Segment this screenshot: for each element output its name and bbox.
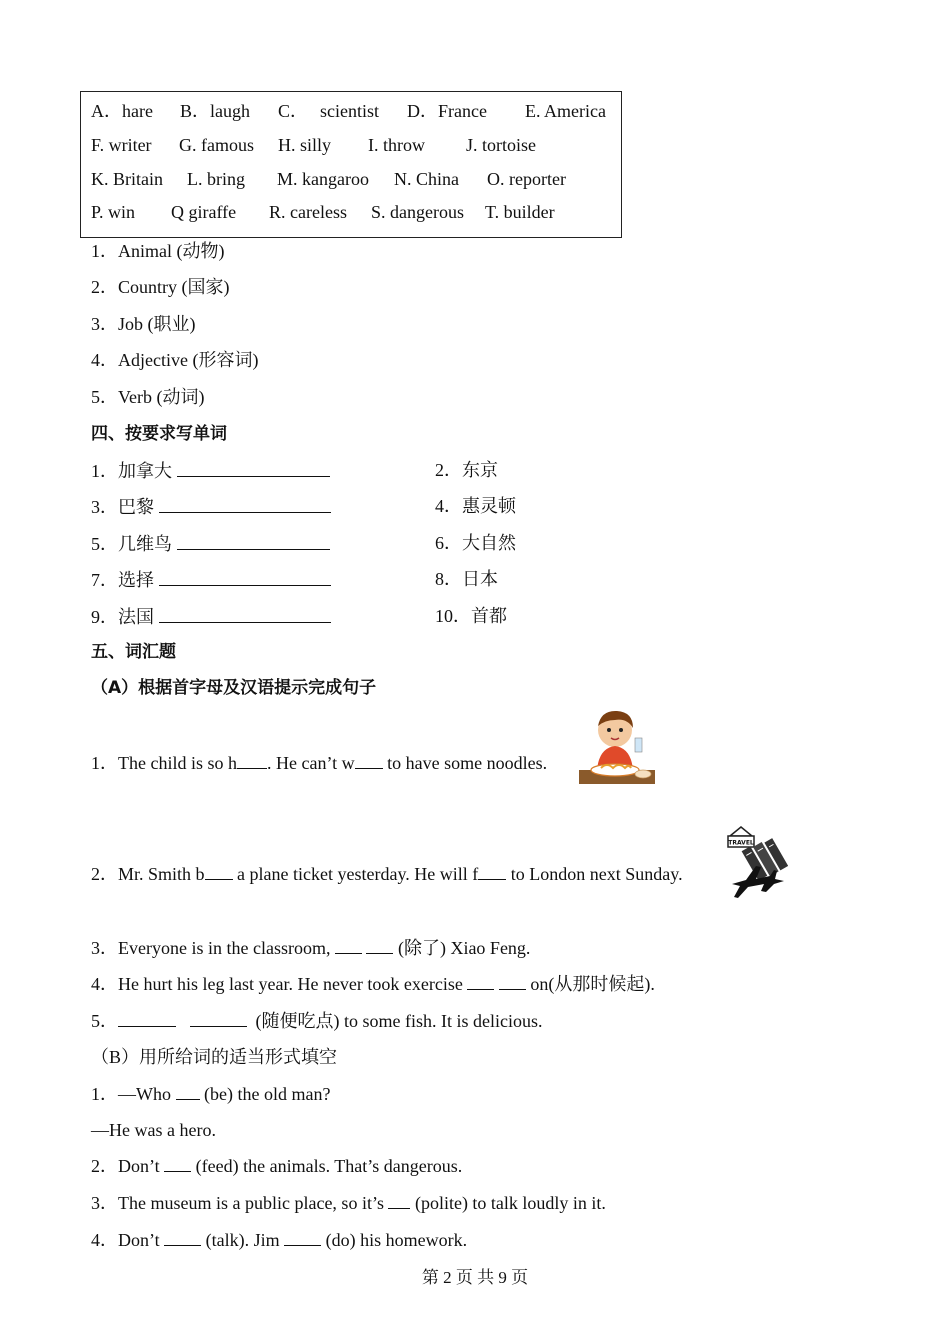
answer-blank[interactable] — [335, 936, 362, 954]
question-item: 3．Everyone is in the classroom, (除了) Xiao Feng. — [91, 938, 531, 958]
word-option: C． — [278, 101, 309, 121]
question-item: 1．The child is so h . He can’t w to have some noodles. — [91, 753, 548, 773]
question-item: 8．日本 — [435, 569, 498, 589]
answer-blank[interactable] — [205, 862, 233, 880]
word-option: F. writer — [91, 135, 152, 155]
answer-line: —He was a hero. — [91, 1120, 216, 1140]
word-option: E. America — [525, 101, 606, 121]
question-item: 5． (随便吃点) to some fish. It is delicious. — [91, 1011, 543, 1031]
answer-blank[interactable] — [164, 1154, 191, 1172]
answer-blank[interactable] — [176, 1082, 200, 1100]
category-item: 2．Country (国家) — [91, 277, 230, 297]
answer-blank[interactable] — [355, 751, 383, 769]
part-b-title: （B）用所给词的适当形式填空 — [91, 1047, 338, 1067]
question-item: 5．几维鸟 — [91, 532, 330, 555]
word-option: scientist — [320, 101, 379, 121]
answer-blank[interactable] — [159, 605, 331, 623]
answer-blank[interactable] — [478, 862, 506, 880]
word-option: I. throw — [368, 135, 425, 155]
word-option: R. careless — [269, 202, 347, 222]
answer-blank[interactable] — [237, 751, 267, 769]
word-option: T. builder — [485, 202, 555, 222]
question-item: 2．Don’t (feed) the animals. That’s dangerous. — [91, 1156, 463, 1176]
answer-blank[interactable] — [190, 1009, 247, 1027]
travel-plane-icon — [726, 826, 788, 900]
answer-blank[interactable] — [118, 1009, 176, 1027]
answer-blank[interactable] — [164, 1228, 201, 1246]
answer-blank[interactable] — [177, 532, 330, 550]
question-item: 7．选择 — [91, 568, 331, 591]
word-option: A．hare — [91, 101, 153, 121]
question-item: 9．法国 — [91, 605, 331, 628]
word-option: Q giraffe — [171, 202, 237, 222]
word-option: M. kangaroo — [277, 169, 369, 189]
answer-blank[interactable] — [284, 1228, 321, 1246]
word-option: H. silly — [278, 135, 332, 155]
answer-blank[interactable] — [159, 495, 331, 513]
question-item: 4．Don’t (talk). Jim (do) his homework. — [91, 1230, 468, 1250]
category-item: 4．Adjective (形容词) — [91, 350, 259, 370]
question-item: 10．首都 — [435, 606, 507, 626]
word-option: D．France — [407, 101, 487, 121]
word-option: S. dangerous — [371, 202, 464, 222]
question-item: 6．大自然 — [435, 533, 516, 553]
answer-blank[interactable] — [467, 972, 494, 990]
boy-eating-noodles-icon — [577, 708, 657, 786]
category-item: 1．Animal (动物) — [91, 241, 225, 261]
question-item: 3．The museum is a public place, so it’s (polite) to talk loudly in it. — [91, 1193, 606, 1213]
svg-text:TRAVEL: TRAVEL — [728, 839, 754, 847]
question-item: 1．—Who (be) the old man? — [91, 1084, 331, 1104]
answer-blank[interactable] — [388, 1191, 410, 1209]
question-item: 1．加拿大 — [91, 459, 330, 482]
word-box — [80, 91, 622, 238]
word-option: O. reporter — [487, 169, 566, 189]
section-title: 五、词汇题 — [91, 642, 176, 662]
question-item: 4．He hurt his leg last year. He never took exercise on(从那时候起). — [91, 974, 655, 994]
word-option: N. China — [394, 169, 459, 189]
answer-blank[interactable] — [159, 568, 331, 586]
word-option: P. win — [91, 202, 136, 222]
word-option: L. bring — [187, 169, 245, 189]
word-option: K. Britain — [91, 169, 163, 189]
part-a-title: （A）根据首字母及汉语提示完成句子 — [91, 678, 377, 698]
word-option: J. tortoise — [466, 135, 536, 155]
answer-blank[interactable] — [366, 936, 393, 954]
question-item: 2．Mr. Smith b a plane ticket yesterday. He will f to London next Sunday. — [91, 864, 683, 884]
section-title: 四、按要求写单词 — [91, 424, 227, 444]
question-item: 3．巴黎 — [91, 495, 331, 518]
answer-blank[interactable] — [499, 972, 526, 990]
category-item: 5．Verb (动词) — [91, 387, 205, 407]
question-item: 2．东京 — [435, 460, 498, 480]
word-option: G. famous — [179, 135, 254, 155]
word-option: B．laugh — [180, 101, 250, 121]
category-item: 3．Job (职业) — [91, 314, 196, 334]
question-item: 4．惠灵顿 — [435, 496, 516, 516]
answer-blank[interactable] — [177, 459, 330, 477]
page-footer: 第 2 页 共 9 页 — [421, 1268, 529, 1287]
